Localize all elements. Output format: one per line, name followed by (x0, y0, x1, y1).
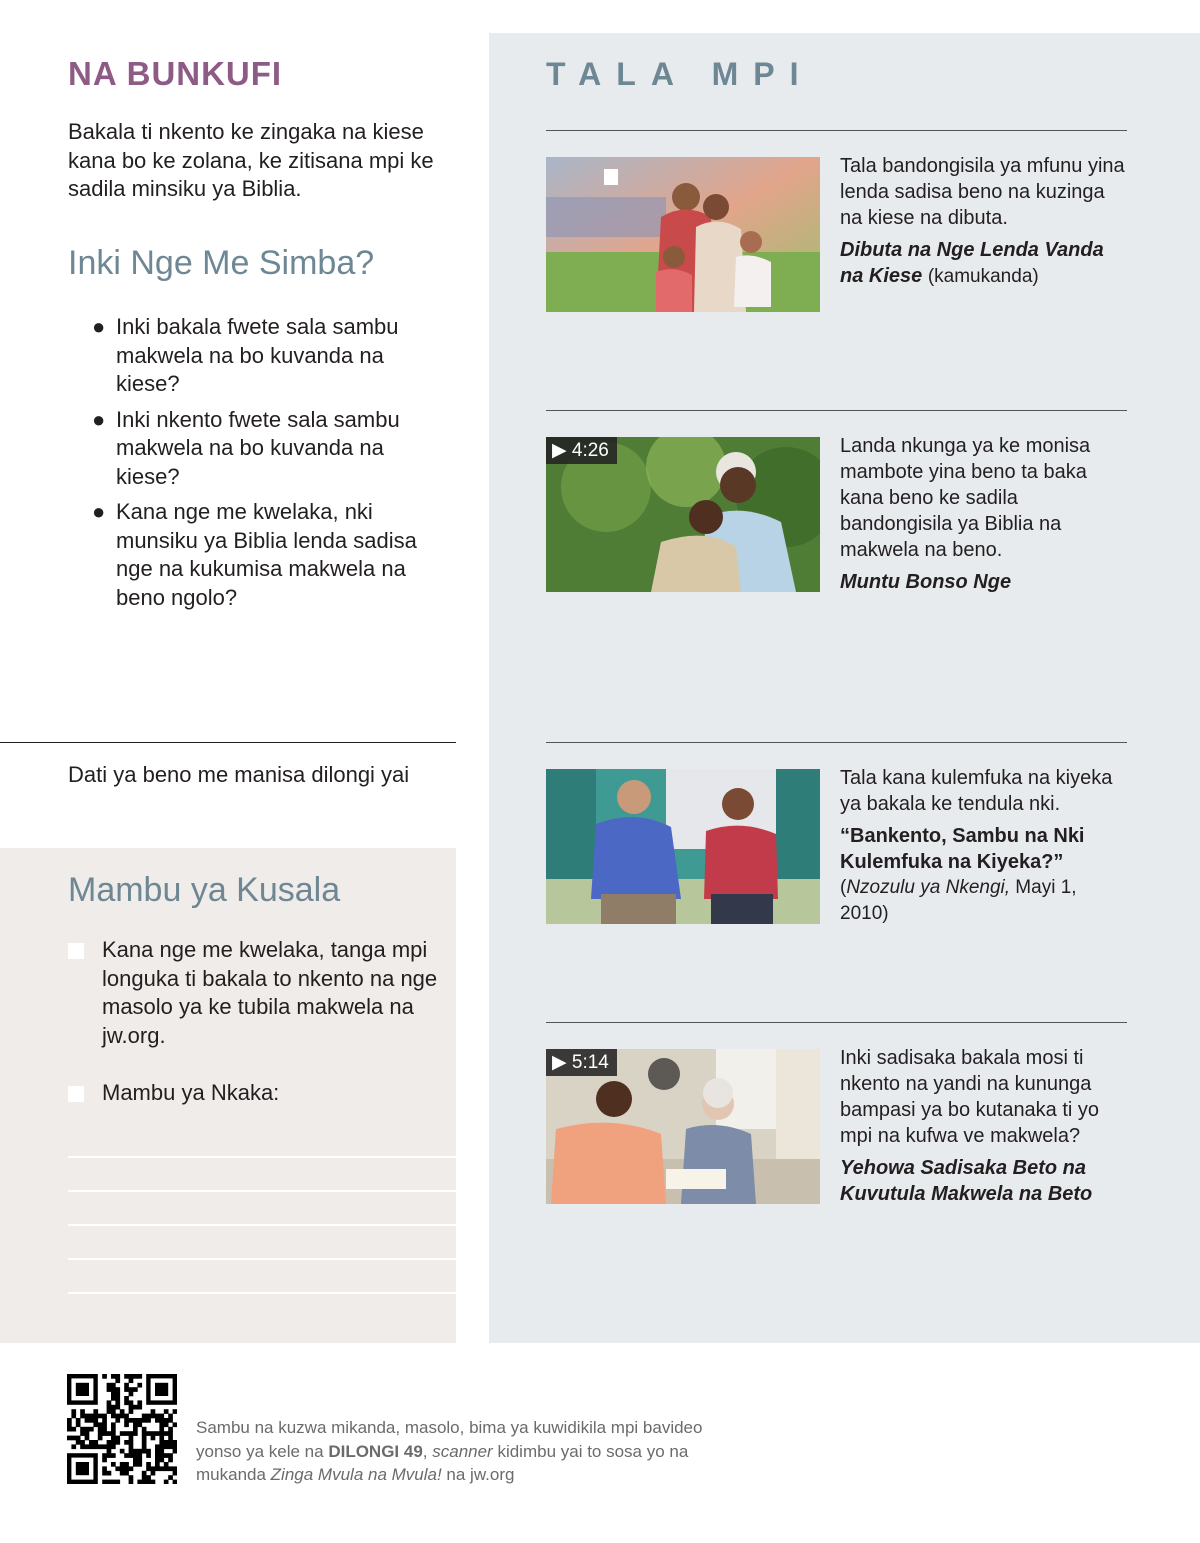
footer-note: Sambu na kuzwa mikanda, masolo, bima ya kuwidikila mpi bavideo yonso ya kele na DILONGI 49, scanner kidimbu yai to sosa yo na mukanda Zinga Mvula na Mvula! na jw.org (196, 1418, 703, 1484)
goals-heading: Mambu ya Kusala (68, 871, 341, 909)
couple-talking-photo[interactable] (546, 769, 820, 924)
goal-item: Kana nge me kwelaka, tanga mpi longuka ti bakala to nkento na nge masolo ya ke tubila makwela na jw.org. (68, 936, 438, 1050)
writing-line (68, 1258, 456, 1260)
writing-line (68, 1156, 456, 1158)
resource-source: (Nzozulu ya Nkengi, Mayi 1, 2010) (840, 877, 1077, 924)
resource-title[interactable]: “Bankento, Sambu na Nki Kulemfuka na Kiyeka?” (840, 825, 1085, 873)
completion-date-label: Dati ya beno me manisa dilongi yai (68, 762, 410, 787)
resource-title[interactable]: Yehowa Sadisaka Beto na Kuvutula Makwela na Beto (840, 1157, 1093, 1205)
summary-heading: NA BUNKUFI (68, 55, 283, 92)
see-also-heading: TALA MPI (546, 56, 814, 92)
elderly-couple-video[interactable] (546, 437, 820, 592)
review-question: ● Kana nge me kwelaka, nki munsiku ya Biblia lenda sadisa nge na kukumisa makwela na beno ngolo? (92, 499, 417, 610)
family-selfie-photo[interactable] (546, 157, 820, 312)
review-questions (92, 313, 452, 619)
checkbox[interactable] (68, 943, 84, 959)
divider (546, 410, 1127, 411)
summary-text: Bakala ti nkento ke zingaka na kiese kana bo ke zolana, ke zitisana mpi ke sadila minsiku ya Biblia. (68, 119, 434, 201)
see-also-item: Tala bandongisila ya mfunu yina lenda sadisa beno na kuzinga na kiese na dibuta. Dibuta na Nge Lenda Vanda na Kiese (kamukanda) (840, 155, 1125, 287)
goal-item: Mambu ya Nkaka: (68, 1079, 438, 1108)
divider (546, 1022, 1127, 1023)
review-question: ● Inki bakala fwete sala sambu makwela na bo kuvanda na kiese? (92, 314, 399, 396)
bullet-icon: ● (92, 406, 106, 432)
older-couple-reading-video[interactable] (546, 1049, 820, 1204)
writing-line (68, 1190, 456, 1192)
writing-line (68, 1224, 456, 1226)
review-heading: Inki Nge Me Simba? (68, 244, 375, 282)
see-also-item: Tala kana kulemfuka na kiyeka ya bakala ke tendula nki. “Bankento, Sambu na Nki Kulemfuka na Kiyeka?” (Nzozulu ya Nkengi, Mayi 1, 2010) (840, 765, 1130, 927)
resource-title[interactable]: Dibuta na Nge Lenda Vanda na Kiese (840, 239, 1104, 287)
writing-line (68, 1292, 456, 1294)
qr-code-icon[interactable] (67, 1374, 177, 1484)
review-question: ● Inki nkento fwete sala sambu makwela na bo kuvanda na kiese? (92, 406, 400, 489)
video-duration: ▶ 4:26 (546, 437, 617, 464)
divider (546, 742, 1127, 743)
bullet-icon: ● (92, 314, 106, 339)
see-also-item: Inki sadisaka bakala mosi ti nkento na yandi na kununga bampasi ya bo kutanaka ti yo mpi na kufwa ve makwela? Yehowa Sadisaka Beto na Kuvutula Makwela na Beto (840, 1045, 1130, 1207)
bullet-icon: ● (92, 499, 106, 524)
divider (546, 130, 1127, 131)
resource-title[interactable]: Muntu Bonso Nge (840, 571, 1012, 593)
checkbox[interactable] (68, 1086, 84, 1102)
video-duration: ▶ 5:14 (546, 1049, 617, 1076)
see-also-item: Landa nkunga ya ke monisa mambote yina beno ta baka kana beno ke sadila bandongisila ya Biblia na makwela na beno. Muntu Bonso Nge (840, 433, 1130, 595)
divider (0, 742, 456, 743)
resource-source: (kamukanda) (927, 266, 1039, 287)
